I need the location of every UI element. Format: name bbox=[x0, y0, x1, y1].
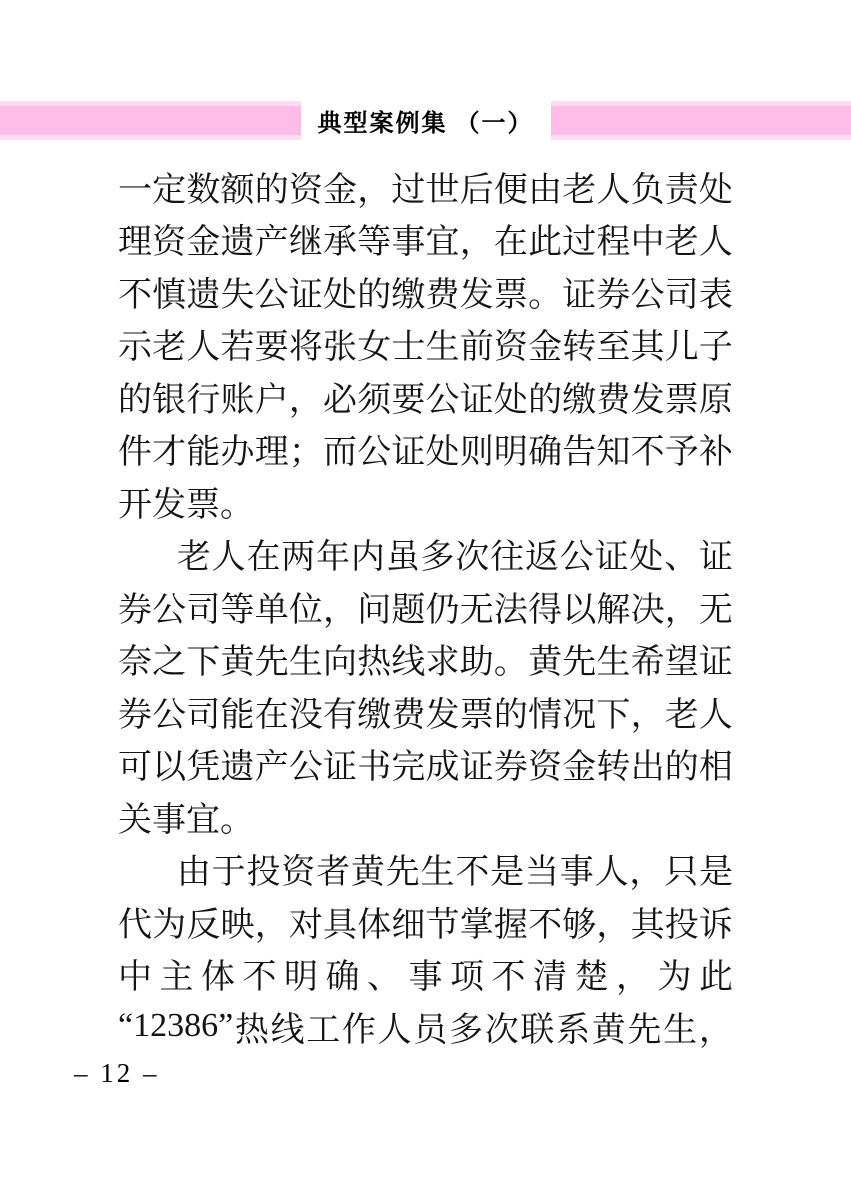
paragraph-indent bbox=[118, 868, 176, 869]
page-number: – 12 – bbox=[74, 1058, 160, 1088]
paragraph-indent bbox=[118, 553, 176, 554]
text-line: 可 以 凭 遗 产 公 证 书 完 成 证 券 资 金 转 出 的 相 bbox=[118, 749, 733, 787]
text-line: 代 为 反 映 ， 对 具 体 细 节 掌 握 不 够 ， 其 投 诉 bbox=[118, 906, 733, 944]
text-line: 理 资 金 遗 产 继 承 等 事 宜 ， 在 此 过 程 中 老 人 bbox=[118, 224, 733, 262]
header-band-left bbox=[0, 101, 301, 140]
text-line: 券 公 司 等 单 位 ， 问 题 仍 无 法 得 以 解 决 ， 无 bbox=[118, 591, 733, 629]
text-line: 关 事 宜 。 bbox=[118, 801, 254, 839]
page-title: 典型案例集 （一） bbox=[317, 111, 534, 137]
body-text bbox=[118, 160, 733, 1053]
text-line: 由 于 投 资 者 黄 先 生 不 是 当 事 人 ， 只 是 bbox=[118, 843, 733, 896]
text-line: 一 定 数 额 的 资 金 ， 过 世 后 便 由 老 人 负 责 处 bbox=[118, 171, 733, 209]
running-head bbox=[0, 101, 851, 140]
header-band-right bbox=[551, 101, 851, 140]
text-line: 券 公 司 能 在 没 有 缴 费 发 票 的 情 况 下 ， 老 人 bbox=[118, 696, 733, 734]
text-line: 开 发 票 。 bbox=[118, 486, 254, 524]
text-line: 奈 之 下 黄 先 生 向 热 线 求 助 。 黄 先 生 希 望 证 bbox=[118, 644, 733, 682]
text-line: 的 银 行 账 户 ， 必 须 要 公 证 处 的 缴 费 发 票 原 bbox=[118, 381, 733, 419]
text-line: 中 主 体 不 明 确 、 事 项 不 清 楚 ， 为 此 bbox=[118, 959, 733, 997]
text-line: 老 人 在 两 年 内 虽 多 次 往 返 公 证 处 、 证 bbox=[118, 528, 733, 581]
text-line: “12386” 热 线 工 作 人 员 多 次 联 系 黄 先 生 ， bbox=[118, 1007, 733, 1049]
text-line: 示 老 人 若 要 将 张 女 士 生 前 资 金 转 至 其 儿 子 bbox=[118, 329, 733, 367]
text-line: 件 才 能 办 理 ； 而 公 证 处 则 明 确 告 知 不 予 补 bbox=[118, 434, 733, 472]
text-line: 不 慎 遗 失 公 证 处 的 缴 费 发 票 。 证 券 公 司 表 bbox=[118, 276, 733, 314]
